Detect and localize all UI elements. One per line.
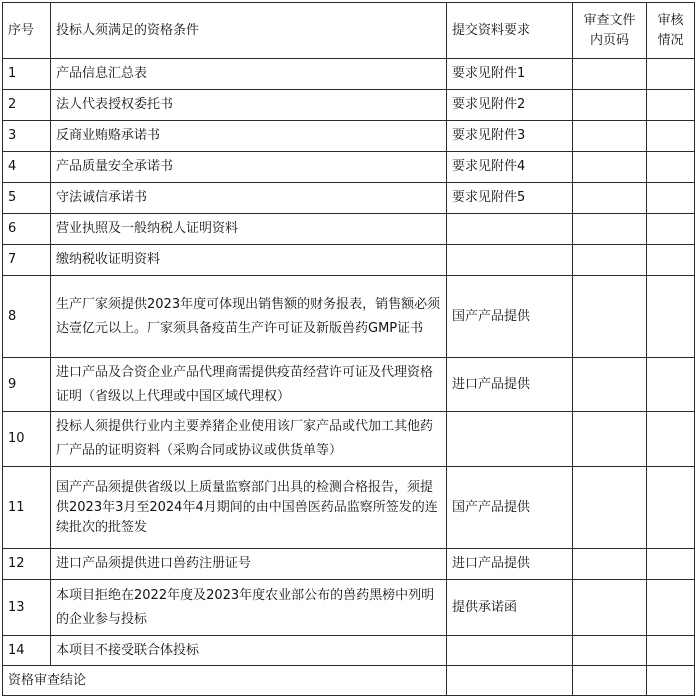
row-result[interactable]	[647, 358, 695, 412]
row-result[interactable]	[647, 214, 695, 245]
row-no: 12	[3, 549, 51, 580]
row-result[interactable]	[647, 245, 695, 276]
table-row	[3, 276, 695, 358]
row-condition: 本项目拒绝在2022年度及2023年度农业部公布的兽药黑榜中列明的企业参与投标	[51, 580, 447, 636]
row-page[interactable]	[573, 467, 647, 549]
row-no: 9	[3, 358, 51, 412]
row-result[interactable]	[647, 412, 695, 467]
row-condition: 产品质量安全承诺书	[51, 152, 447, 183]
row-page[interactable]	[573, 90, 647, 121]
row-requirement: 国产产品提供	[447, 276, 573, 358]
row-requirement: 国产产品提供	[447, 467, 573, 549]
row-page[interactable]	[573, 59, 647, 90]
table-row	[3, 59, 695, 90]
row-no: 10	[3, 412, 51, 467]
row-condition: 守法诚信承诺书	[51, 183, 447, 214]
table-row	[3, 636, 695, 666]
row-page[interactable]	[573, 183, 647, 214]
header-page: 审查文件内页码	[573, 3, 647, 59]
row-condition: 进口产品须提供进口兽药注册证号	[51, 549, 447, 580]
conclusion-row	[3, 666, 695, 696]
table-row	[3, 467, 695, 549]
row-no: 4	[3, 152, 51, 183]
row-condition: 国产产品须提供省级以上质量监察部门出具的检测合格报告，须提供2023年3月至2024年4月期间的由中国兽医药品监察所签发的连续批次的批签发	[51, 467, 447, 549]
row-no: 14	[3, 636, 51, 666]
row-page[interactable]	[573, 636, 647, 666]
header-requirement: 提交资料要求	[447, 3, 573, 59]
table-row	[3, 121, 695, 152]
row-requirement	[447, 245, 573, 276]
row-condition: 生产厂家须提供2023年度可体现出销售额的财务报表，销售额必须达壹亿元以上。厂家须具备疫苗生产许可证及新版兽药GMP证书	[51, 276, 447, 358]
row-requirement: 进口产品提供	[447, 358, 573, 412]
conclusion-label: 资格审查结论	[3, 666, 447, 696]
row-page[interactable]	[573, 358, 647, 412]
header-result: 审核情况	[647, 3, 695, 59]
row-condition: 本项目不接受联合体投标	[51, 636, 447, 666]
row-no: 13	[3, 580, 51, 636]
header-condition: 投标人须满足的资格条件	[51, 3, 447, 59]
header-no: 序号	[3, 3, 51, 59]
conclusion-result[interactable]	[647, 666, 695, 696]
table-row	[3, 358, 695, 412]
row-condition: 缴纳税收证明资料	[51, 245, 447, 276]
row-page[interactable]	[573, 121, 647, 152]
row-no: 3	[3, 121, 51, 152]
row-no: 6	[3, 214, 51, 245]
row-no: 1	[3, 59, 51, 90]
row-result[interactable]	[647, 467, 695, 549]
row-no: 11	[3, 467, 51, 549]
row-requirement: 要求见附件3	[447, 121, 573, 152]
qualification-review-table	[2, 2, 695, 696]
row-condition: 投标人须提供行业内主要养猪企业使用该厂家产品或代加工其他药厂产品的证明资料（采购合同或协议或供货单等）	[51, 412, 447, 467]
row-page[interactable]	[573, 412, 647, 467]
row-page[interactable]	[573, 580, 647, 636]
row-result[interactable]	[647, 121, 695, 152]
row-no: 2	[3, 90, 51, 121]
row-condition: 进口产品及合资企业产品代理商需提供疫苗经营许可证及代理资格证明（省级以上代理或中国区域代理权）	[51, 358, 447, 412]
row-requirement: 要求见附件2	[447, 90, 573, 121]
header-row	[3, 3, 695, 59]
row-result[interactable]	[647, 276, 695, 358]
table-row	[3, 580, 695, 636]
row-result[interactable]	[647, 90, 695, 121]
row-requirement	[447, 636, 573, 666]
row-page[interactable]	[573, 214, 647, 245]
row-requirement: 提供承诺函	[447, 580, 573, 636]
table-row	[3, 214, 695, 245]
table-row	[3, 549, 695, 580]
row-no: 7	[3, 245, 51, 276]
row-requirement: 要求见附件1	[447, 59, 573, 90]
row-page[interactable]	[573, 152, 647, 183]
row-condition: 营业执照及一般纳税人证明资料	[51, 214, 447, 245]
row-result[interactable]	[647, 580, 695, 636]
table-row	[3, 245, 695, 276]
table-row	[3, 90, 695, 121]
row-requirement: 要求见附件4	[447, 152, 573, 183]
row-condition: 产品信息汇总表	[51, 59, 447, 90]
row-page[interactable]	[573, 276, 647, 358]
row-condition: 反商业贿赂承诺书	[51, 121, 447, 152]
conclusion-requirement	[447, 666, 573, 696]
table-row	[3, 152, 695, 183]
row-result[interactable]	[647, 152, 695, 183]
row-requirement: 要求见附件5	[447, 183, 573, 214]
row-result[interactable]	[647, 59, 695, 90]
row-page[interactable]	[573, 245, 647, 276]
row-page[interactable]	[573, 549, 647, 580]
row-no: 5	[3, 183, 51, 214]
row-result[interactable]	[647, 549, 695, 580]
row-result[interactable]	[647, 183, 695, 214]
conclusion-page[interactable]	[573, 666, 647, 696]
row-result[interactable]	[647, 636, 695, 666]
table-row	[3, 412, 695, 467]
table-row	[3, 183, 695, 214]
row-condition: 法人代表授权委托书	[51, 90, 447, 121]
row-no: 8	[3, 276, 51, 358]
row-requirement	[447, 412, 573, 467]
row-requirement: 进口产品提供	[447, 549, 573, 580]
row-requirement	[447, 214, 573, 245]
